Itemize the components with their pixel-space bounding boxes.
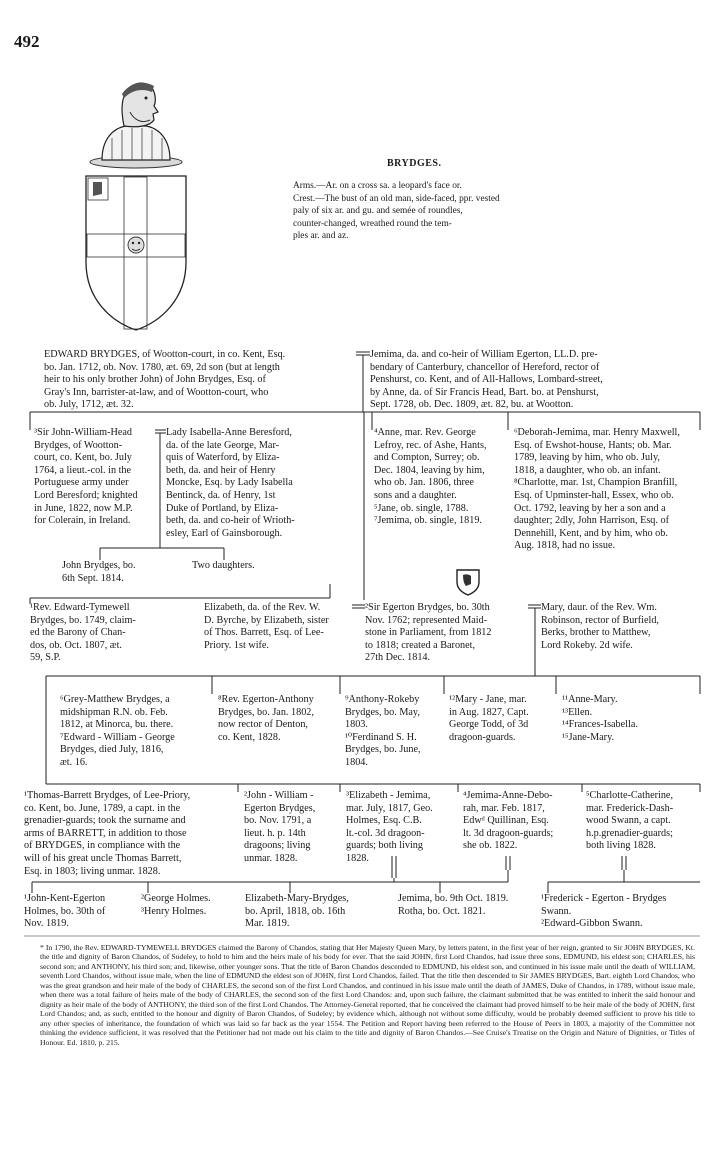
page-number: 492 [14, 32, 40, 51]
jemima-egerton-entry: Jemima, da. and co-heir of William Egerton, LL.D. pre- bendary of Canterbury, chancellor of Hereford, rector of Penshurst, co. Kent, and of All-Hallows, Lombard-street, by Anne, da. of Sir Francis Head, Bart. bo. at Penshurst, Sept. 1728, ob. Dec. 1809, æt. 82, bu. at Wootton. [370, 349, 603, 411]
edward-brydges-entry: EDWARD BRYDGES, of Wootton-court, in co. Kent, Esq. bo. Jan. 1712, ob. Nov. 1780, æt. 69, 2d son (but at length heir to his only brother John) of John Brydges, Esq. of Gray's Inn, barrister-at-law, and of Wootton-court, who ob. July, 1712, æt. 32. [44, 349, 286, 411]
anne-mary-entry: ¹¹Anne-Mary. ¹³Ellen. ¹⁴Frances-Isabella. ¹⁵Jane-Mary. [562, 694, 638, 743]
rev-edward-tymewell-entry: ¹Rev. Edward-Tymewell Brydges, bo. 1749, claim- ed the Barony of Chan- dos, ob. Oct. 1807, æt. 59, S.P. [30, 602, 136, 664]
sir-egerton-entry: ²Sir Egerton Brydges, bo. 30th Nov. 1762; represented Maid- stone in Parliament, from 1812 to 1818; created a Baronet, 27th Dec. 1814. [365, 602, 492, 664]
deborah-jemima-entry: ⁶Deborah-Jemima, mar. Henry Maxwell, Esq. of Ewshot-house, Hants; ob. Mar. 1789, leaving by him, who ob. July, 1818, a daughter, who ob. an infant. ⁸Charlotte, mar. 1st, Champion Branfill, Esq. of Upminster-hall, Essex, who ob. Oct. 1792, leaving by her a son and a daughter; 2dly, John Harrison, Esq. of Dennehill, Kent, and by him, who ob. Aug. 1818, had no issue. [514, 427, 680, 552]
footnote-barony-of-chandos: * In 1790, the Rev. EDWARD-TYMEWELL BRYDGES claimed the Barony of Chandos, stating that Her Majesty Queen Mary, by letters patent, in the first year of her reign, granted to Sir JOHN BRYDGES, Kt. the title and dignity of Baron Chandos, of Sudeley, to hold to him and the heirs male of his body for ever. That the said JOHN, first Lord Chandos, had issue three sons, EDMUND, his eldest son; CHARLES, his second son; and ANTHONY, his third son; and, likewise, other younger sons. That the title of Baron Chandos descended to EDMUND, his eldest son, and continued in his issue male until the death of WILLIAM, seventh Lord Chandos, without issue male, when the line of EDMUND the eldest son of JOHN, first Lord Chandos, failed. That the title then descended to Sir JAMES BRYDGES, Bart. eighth Lord Chandos, who was the great grandson and heir male of the body of CHARLES, the second son of the first Lord Chandos, and continued in his issue male until the death of JAMES, Duke of Chandos, in 1789, without issue male, when there was a total failure of heirs male of the body of CHARLES, the second son of the first Lord Chandos: and, upon such failure, the claimant submitted that he was entitled to inherit the said honour and dignity as heir male of the body of ANTHONY, the third son of the first Lord Chandos. The Attorney-General reported, that he conceived the claimant had proved himself to be heir male of the body of JOHN, first Lord Chandos; and, as such, entitled to the honour and dignity of Baron Chandos, of Sudeley; by evidence which, although not without some difficulty, would be probably deemed sufficient to prove his title to any other species of inheritance, the foundation of which was laid so far back as the year 1554. The Petition and Report having been referred to the House of Peers in 1803, a majority of the Committee not thinking the evidence sufficient, it was resolved that the Petitioner had not made out his claim to the title and dignity of Baron Chandos.—See Cruise's Treatise on the Origin and Nature of Dignities, or Titles of Honour. Ed. 1810, p. 215. [40, 943, 695, 1047]
john-kent-egerton-entry: ¹John-Kent-Egerton Holmes, bo. 30th of Nov. 1819. [24, 893, 106, 930]
charlotte-catherine-entry: ⁵Charlotte-Catherine, mar. Frederick-Dash- wood Swann, a capt. h.p.grenadier-guards; both living 1828. [586, 790, 674, 852]
lady-isabella-entry: Lady Isabella-Anne Beresford, da. of the late George, Mar- quis of Waterford, by Eliza- beth, da. and heir of Henry Moncke, Esq. by Lady Isabella Bentinck, da. of Henry, 1st Duke of Portland, by Eliza- beth, da. and co-heir of Wrioth- esley, Earl of Gainsborough. [166, 427, 295, 539]
two-daughters-entry: Two daughters. [192, 560, 255, 571]
john-william-egerton-entry: ²John - William - Egerton Brydges, bo. Nov. 1791, a lieut. h. p. 14th dragoons; living unmar. 1828. [244, 790, 316, 864]
crest-description: Crest.—The bust of an old man, side-faced, ppr. vested paly of six ar. and gu. and semée of roundles, counter-changed, wreathed round the tem- ples ar. and az. [293, 194, 500, 242]
elizabeth-mary-entry: Elizabeth-Mary-Brydges, bo. April, 1818, ob. 16th Mar. 1819. [245, 893, 349, 930]
mary-jane-entry: ¹²Mary - Jane, mar. in Aug. 1827, Capt. George Todd, of 3d dragoon-guards. [449, 694, 529, 743]
thomas-barrett-entry: ¹Thomas-Barrett Brydges, of Lee-Priory, co. Kent, bo. June, 1789, a capt. in the grenadier-guards; took the surname and arms of BARRETT, in addition to those of BRYDGES, in compliance with the will of his great uncle Thomas Barrett, Esq. in 1803; living unmar. 1828. [24, 790, 191, 877]
elizabeth-jemima-entry: ³Elizabeth - Jemima, mar. July, 1817, Geo. Holmes, Esq. C.B. lt.-col. 3d dragoon- guards; both living 1828. [346, 790, 433, 864]
rev-egerton-anthony-entry: ⁸Rev. Egerton-Anthony Brydges, bo. Jan. 1802, now rector of Denton, co. Kent, 1828. [218, 694, 314, 743]
george-holmes-entry: ²George Holmes. ³Henry Holmes. [141, 893, 211, 917]
grey-matthew-entry: ⁶Grey-Matthew Brydges, a midshipman R.N. ob. Feb. 1812, at Minorca, bu. there. ⁷Edward - William - George Brydges, died July, 1816, æt. 16. [60, 694, 175, 768]
frederick-egerton-entry: ¹Frederick - Egerton - Brydges Swann. ²Edward-Gibbon Swann. [541, 893, 667, 930]
jemima-rotha-entry: Jemima, bo. 9th Oct. 1819. Rotha, bo. Oct. 1821. [398, 893, 509, 917]
anne-lefroy-entry: ⁴Anne, mar. Rev. George Lefroy, rec. of Ashe, Hants, and Compton, Surrey; ob. Dec. 1804, leaving by him, who ob. Jan. 1806, three sons and a daughter. ⁵Jane, ob. single, 1788. ⁷Jemima, ob. single, 1819. [374, 427, 487, 527]
mary-robinson-entry: Mary, daur. of the Rev. Wm. Robinson, rector of Burfield, Berks, brother to Matthew, Lord Rokeby. 2d wife. [541, 602, 659, 651]
john-brydges-1814-entry: John Brydges, bo. 6th Sept. 1814. [62, 560, 136, 584]
anthony-rokeby-entry: ⁹Anthony-Rokeby Brydges, bo. May, 1803. ¹⁰Ferdinand S. H. Brydges, bo. June, 1804. [345, 694, 421, 768]
arms-description: Arms.—Ar. on a cross sa. a leopard's face or. [293, 181, 462, 191]
family-title: BRYDGES. [387, 158, 442, 169]
sir-john-william-entry: ³Sir John-William-Head Brydges, of Wootton- court, co. Kent, bo. July 1764, a lieut.-col. in the Portuguese army under Lord Beresford; knighted in June, 1822, now M.P. for Colerain, in Ireland. [34, 427, 138, 527]
elizabeth-byrche-entry: Elizabeth, da. of the Rev. W. D. Byrche, by Elizabeth, sister of Thos. Barrett, Esq. of Lee- Priory. 1st wife. [204, 602, 329, 651]
jemima-anne-deborah-entry: ⁴Jemima-Anne-Debo- rah, mar. Feb. 1817, Edwᵈ Quillinan, Esq. lt. 3d dragoon-guards; she ob. 1822. [463, 790, 554, 852]
